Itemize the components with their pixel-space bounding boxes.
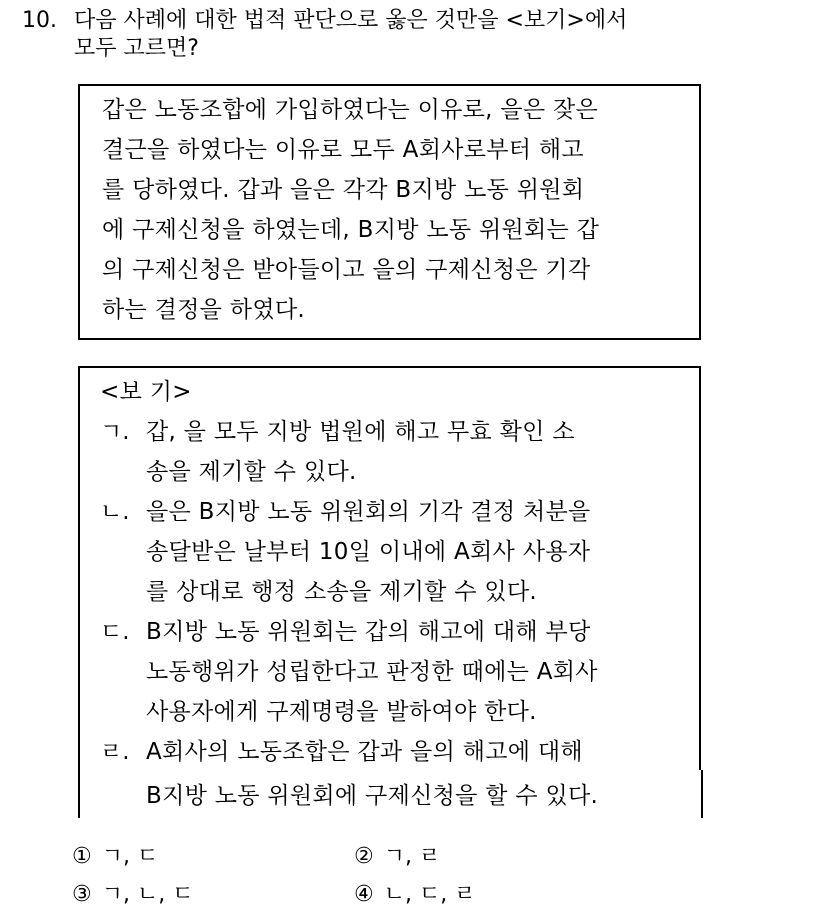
bogi-marker-rieul: ㄹ. [100, 739, 130, 765]
choice-number: ④ [354, 882, 374, 907]
choice-1[interactable] [72, 842, 158, 872]
bogi-right-border [701, 770, 703, 818]
bogi-item-line: 노동행위가 성립한다고 판정한 때에는 A회사 [146, 659, 598, 685]
case-box [78, 84, 701, 340]
bogi-marker-giyeok: ㄱ. [100, 419, 130, 445]
choice-number: ③ [72, 882, 92, 907]
bogi-item-line: B지방 노동 위원회는 갑의 해고에 대해 부당 [146, 619, 591, 645]
choice-text: ㄱ, ㄴ, ㄷ [101, 882, 194, 907]
case-line: 결근을 하였다는 이유로 모두 A회사로부터 해고 [102, 137, 584, 163]
choice-text: ㄴ, ㄷ, ㄹ [383, 882, 476, 907]
bogi-item-line: A회사의 노동조합은 갑과 을의 해고에 대해 [146, 739, 583, 765]
bogi-title: <보 기> [100, 379, 192, 405]
bogi-left-border [78, 770, 80, 818]
bogi-item-line: B지방 노동 위원회에 구제신청을 할 수 있다. [146, 783, 599, 809]
bogi-item-line: 사용자에게 구제명령을 발하여야 한다. [146, 699, 537, 725]
bogi-item-line: 송달받은 날부터 10일 이내에 A회사 사용자 [146, 539, 591, 565]
bogi-item-line: 을은 B지방 노동 위원회의 기각 결정 처분을 [146, 499, 591, 525]
choice-2[interactable] [354, 842, 440, 872]
case-line: 의 구제신청은 받아들이고 을의 구제신청은 기각 [102, 257, 591, 283]
question-text-line1: 다음 사례에 대한 법적 판단으로 옳은 것만을 <보기>에서 [74, 8, 628, 33]
choice-text: ㄱ, ㄹ [383, 844, 441, 869]
case-line: 하는 결정을 하였다. [102, 297, 305, 323]
choice-4[interactable] [354, 880, 475, 910]
choice-text: ㄱ, ㄷ [101, 844, 159, 869]
bogi-marker-digeut: ㄷ. [100, 619, 130, 645]
choice-number: ① [72, 844, 92, 869]
question-number: 10. [22, 8, 57, 33]
choice-number: ② [354, 844, 374, 869]
case-line: 에 구제신청을 하였는데, B지방 노동 위원회는 갑 [102, 217, 600, 243]
question-text-line2: 모두 고르면? [74, 36, 199, 61]
case-line: 갑은 노동조합에 가입하였다는 이유로, 을은 잦은 [102, 97, 599, 123]
bogi-marker-nieun: ㄴ. [100, 499, 130, 525]
bogi-item-line: 송을 제기할 수 있다. [146, 459, 357, 485]
choice-3[interactable] [72, 880, 193, 910]
case-line: 를 당하였다. 갑과 을은 각각 B지방 노동 위원회 [102, 177, 585, 203]
bogi-item-line: 갑, 을 모두 지방 법원에 해고 무효 확인 소 [146, 419, 575, 445]
bogi-item-line: 를 상대로 행정 소송을 제기할 수 있다. [146, 579, 538, 605]
